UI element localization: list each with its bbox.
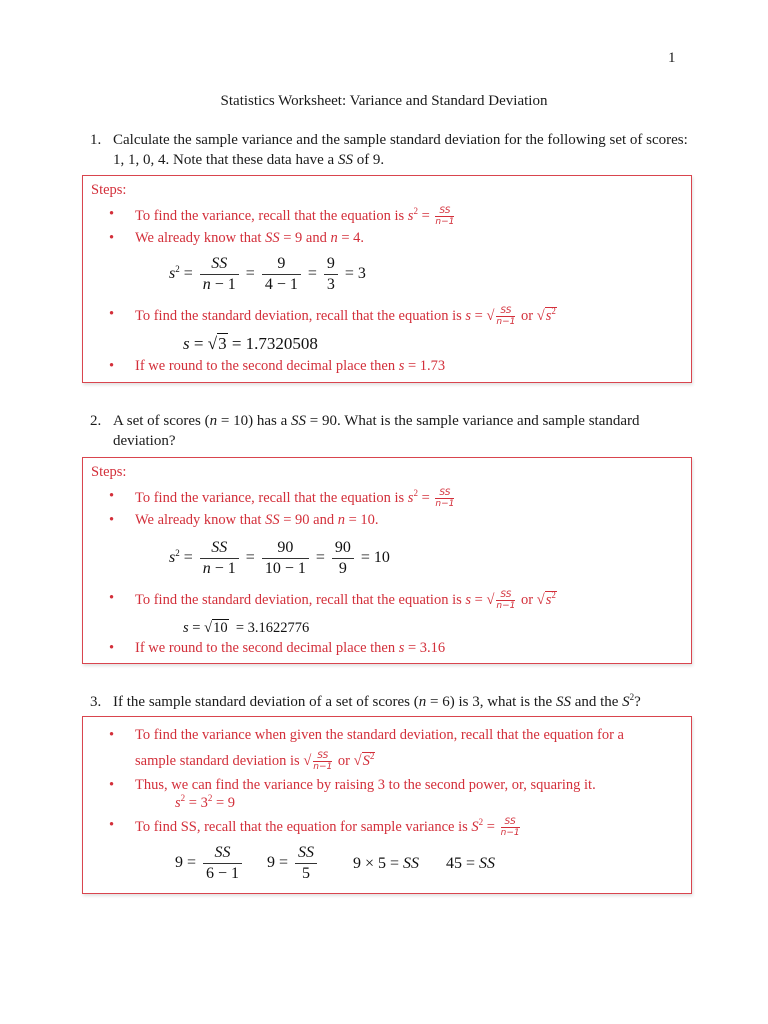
- question-number: 1.: [90, 132, 102, 148]
- question-text: A set of scores (n = 10) has a SS = 90. What is the sample variance and sample standard deviation?: [113, 413, 640, 449]
- answer-box-2: [82, 457, 692, 664]
- bullet-sd-formula: • To find the standard deviation, recall that the equation is s = √ $\frac{SS}{n-1}$ or $√s^2$: [109, 590, 556, 611]
- bullet-rounded: • If we round to the second decimal place then s = 3.16: [109, 640, 446, 656]
- question-3: [90, 692, 690, 712]
- question-1: [90, 130, 690, 170]
- sd-equation: s = √10 = 3.1622776: [183, 620, 310, 636]
- bullet-squaring: • Thus, we can find the variance by raising 3 to the second power, or, squaring it.: [109, 777, 596, 793]
- bullet-variance-formula: • To find the variance, recall that the equation is $s^2$ = $\frac{SS}{n-1}$: [109, 488, 455, 509]
- bullet-rounded: • If we round to the second decimal place then s = 1.73: [109, 358, 446, 374]
- bullet-sd-formula: • To find the standard deviation, recall that the equation is s = √ $\frac{SS}{n-1}$ or $√s^2$: [109, 306, 556, 327]
- variance-equation: $s^2$ = $\frac{SS}{n - 1}$ = $\frac{9}{4 - 1}$ = $\frac{9}{3}$ = 3: [169, 255, 366, 293]
- bullet-ss-formula: • To find SS, recall that the equation for sample variance is $S^2$ = $\frac{SS}{n-1}$: [109, 817, 520, 838]
- question-text: Calculate the sample variance and the sample standard deviation for the following set of scores: 1, 1, 0, 4. Note that these data have a SS of 9.: [113, 132, 688, 168]
- bullet-known-values: • We already know that SS = 90 and n = 10.: [109, 512, 379, 528]
- answer-box-1: [82, 175, 692, 383]
- question-number: 3.: [90, 694, 102, 710]
- ss-equation-2: 9 = $\frac{SS}{5}$: [267, 843, 320, 884]
- ss-equation-4: 45 = SS: [446, 855, 496, 872]
- bullet-sd-formula-cont: sample standard deviation is √ $\frac{SS}{n-1}$ or $√S^2$: [135, 751, 375, 772]
- bullet-sd-given: • To find the variance when given the standard deviation, recall that the equation for a: [109, 727, 624, 743]
- steps-label: Steps:: [91, 464, 127, 480]
- square-equation: $s^2 = 3^2 = 9$: [175, 793, 236, 811]
- bullet-known-values: • We already know that SS = 9 and n = 4.: [109, 230, 365, 246]
- ss-equation-3: 9 × 5 = SS: [353, 855, 420, 872]
- question-number: 2.: [90, 413, 102, 429]
- sd-equation: s = √3 = 1.7320508: [183, 334, 318, 353]
- answer-box-3: [82, 716, 692, 894]
- ss-equation-1: 9 = $\frac{SS}{6 - 1}$: [175, 843, 245, 884]
- question-text: If the sample standard deviation of a set of scores (n = 6) is 3, what is the SS and the $S^2$?: [113, 692, 641, 710]
- variance-equation: $s^2$ = $\frac{SS}{n - 1}$ = $\frac{90}{10 - 1}$ = $\frac{90}{9}$ = 10: [169, 539, 390, 577]
- page-title: Statistics Worksheet: Variance and Standard Deviation: [220, 93, 548, 109]
- bullet-variance-formula: • To find the variance, recall that the equation is $s^2$ = $\frac{SS}{n-1}$: [109, 206, 455, 227]
- page-number: 1: [668, 50, 676, 66]
- question-2: [90, 411, 690, 451]
- steps-label: Steps:: [91, 182, 127, 198]
